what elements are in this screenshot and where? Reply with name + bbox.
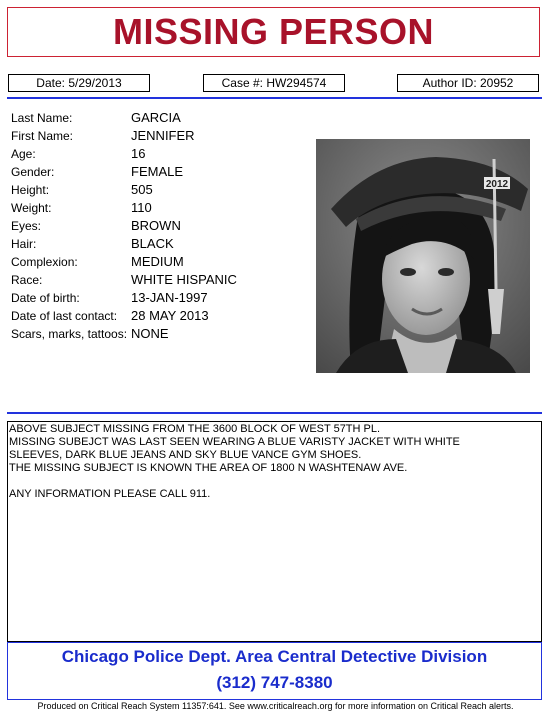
description-line: MISSING SUBEJCT WAS LAST SEEN WEARING A BLUE VARISTY JACKET WITH WHITE xyxy=(9,436,460,448)
field-complexion xyxy=(11,253,271,271)
field-label: First Name: xyxy=(11,129,74,143)
field-label: Age: xyxy=(11,147,36,161)
divider-top xyxy=(7,97,542,99)
description-box xyxy=(7,421,542,642)
produced-by-note: Produced on Critical Reach System 11357:641. See www.criticalreach.org for more information on Critical Reach alerts. xyxy=(37,701,514,711)
field-hair xyxy=(11,235,271,253)
page-title: MISSING PERSON xyxy=(112,11,435,52)
field-value: 505 xyxy=(131,182,153,197)
field-value: GARCIA xyxy=(131,110,181,125)
field-value: JENNIFER xyxy=(131,128,195,143)
field-label: Hair: xyxy=(11,237,37,251)
field-value: FEMALE xyxy=(131,164,184,179)
field-race xyxy=(11,271,271,289)
field-eyes xyxy=(11,217,271,235)
divider-middle xyxy=(7,412,542,414)
field-date-of-birth xyxy=(11,289,271,307)
description-line: SLEEVES, DARK BLUE JEANS AND SKY BLUE VANCE GYM SHOES. xyxy=(9,449,362,461)
field-value: BROWN xyxy=(131,218,181,233)
description-line: ANY INFORMATION PLEASE CALL 911. xyxy=(9,488,211,500)
field-last-name xyxy=(11,109,271,127)
field-value: 16 xyxy=(131,146,146,161)
subject-photo-graphic xyxy=(316,139,530,373)
tassel-year-text: 2012 xyxy=(485,179,509,190)
phone-number: (312) 747-8380 xyxy=(216,673,333,692)
author-id-box: Author ID: 20952 xyxy=(397,74,539,92)
field-value: MEDIUM xyxy=(131,254,184,269)
field-scars-marks-tattoos xyxy=(11,325,271,343)
field-label: Complexion: xyxy=(11,255,78,269)
field-height xyxy=(11,181,271,199)
description-line: THE MISSING SUBJECT IS KNOWN THE AREA OF 1800 N WASHTENAW AVE. xyxy=(9,462,408,474)
field-value: 110 xyxy=(131,200,152,215)
field-value: BLACK xyxy=(131,236,174,251)
description-line: ABOVE SUBJECT MISSING FROM THE 3600 BLOCK OF WEST 57TH PL. xyxy=(9,423,381,435)
field-label: Scars, marks, tattoos: xyxy=(11,327,128,341)
date-box: Date: 5/29/2013 xyxy=(8,74,150,92)
field-value: NONE xyxy=(131,326,169,341)
agency-name: Chicago Police Dept. Area Central Detective Division xyxy=(61,647,488,666)
field-label: Date of birth: xyxy=(11,291,80,305)
field-first-name xyxy=(11,127,271,145)
field-label: Weight: xyxy=(11,201,52,215)
field-label: Height: xyxy=(11,183,50,197)
description-line xyxy=(9,475,540,488)
field-label: Last Name: xyxy=(11,111,73,125)
field-gender xyxy=(11,163,271,181)
field-weight xyxy=(11,199,271,217)
field-age xyxy=(11,145,271,163)
case-number-box: Case #: HW294574 xyxy=(203,74,345,92)
title-banner xyxy=(7,7,540,57)
field-value: 28 MAY 2013 xyxy=(131,308,209,323)
field-label: Eyes: xyxy=(11,219,42,233)
subject-photo xyxy=(316,139,530,373)
field-label: Race: xyxy=(11,273,43,287)
contact-footer xyxy=(7,642,542,700)
field-value: WHITE HISPANIC xyxy=(131,272,237,287)
field-label: Date of last contact: xyxy=(11,309,118,323)
field-date-last-contact xyxy=(11,307,271,325)
field-value: 13-JAN-1997 xyxy=(131,290,208,305)
field-label: Gender: xyxy=(11,165,55,179)
